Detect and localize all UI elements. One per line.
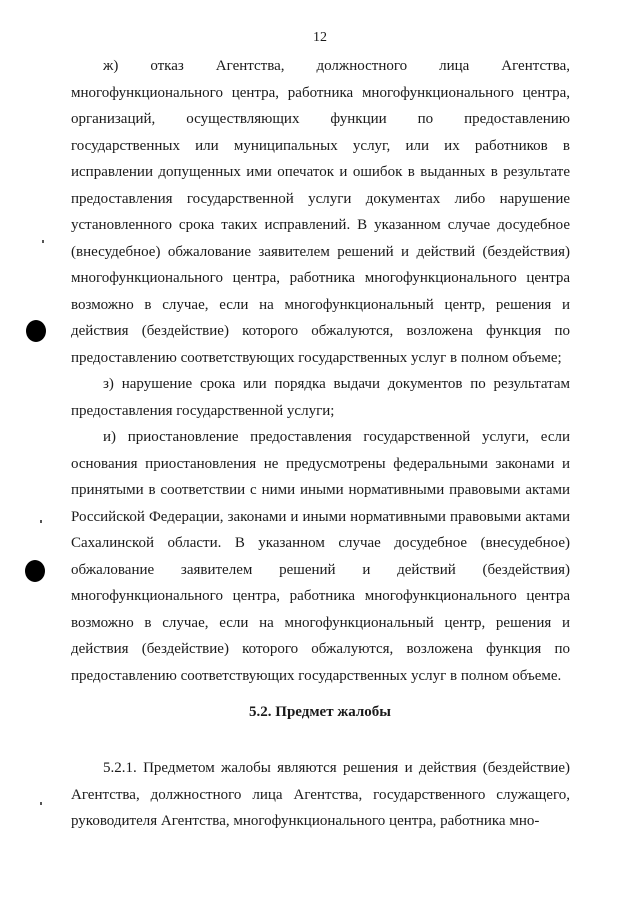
scan-speck xyxy=(42,240,44,243)
paragraph-zh: ж) отказ Агентства, должностного лица Агентства, многофункционального центра, работника многофункционального центра, организаций, осуществляющих функции по предоставлению государственных или муниципальных услуг, или их работников в исправлении допущенных ими опечаток и ошибок в выданных в результате предоставления государственной услуги документах либо нарушение установленного срока таких исправлений. В указанном случае досудебное (внесудебное) обжалование заявителем решений и действий (бездействия) многофункционального центра, работника многофункционального центра возможно в случае, если на многофункциональный центр, решения и действия (бездействие) которого обжалуются, возложена функция по предоставлению соответствующих государственных услуг в полном объеме; xyxy=(71,58,570,366)
scan-speck xyxy=(40,802,42,805)
page-number: 12 xyxy=(313,30,327,45)
section-heading: 5.2. Предмет жалобы xyxy=(249,704,391,720)
paragraph-i: и) приостановление предоставления государственной услуги, если основания приостановления не предусмотрены федеральными законами и принятыми в соответствии с ними иными нормативными правовыми актами Российской Федерации, законами и иными нормативными правовыми актами Сахалинской области. В указанном случае досудебное (внесудебное) обжалование заявителем решений и действий (бездействия) многофункционального центра, работника многофункционального центра возможно в случае, если на многофункциональный центр, решения и действия (бездействие) которого обжалуются, возложена функция по предоставлению соответствующих государственных услуг в полном объеме. xyxy=(71,429,570,684)
paragraph-z: з) нарушение срока или порядка выдачи документов по результатам предоставления государственной услуги; xyxy=(71,376,570,419)
scan-speck xyxy=(40,520,42,523)
paragraph-5-2-1: 5.2.1. Предметом жалобы являются решения и действия (бездействие) Агентства, должностного лица Агентства, государственного служащего, руководителя Агентства, многофункционального центра, работника мно- xyxy=(71,760,570,829)
body-text-top xyxy=(71,53,570,689)
punch-hole-mark xyxy=(25,560,45,582)
body-text-bottom xyxy=(71,755,570,835)
punch-hole-mark xyxy=(26,320,46,342)
